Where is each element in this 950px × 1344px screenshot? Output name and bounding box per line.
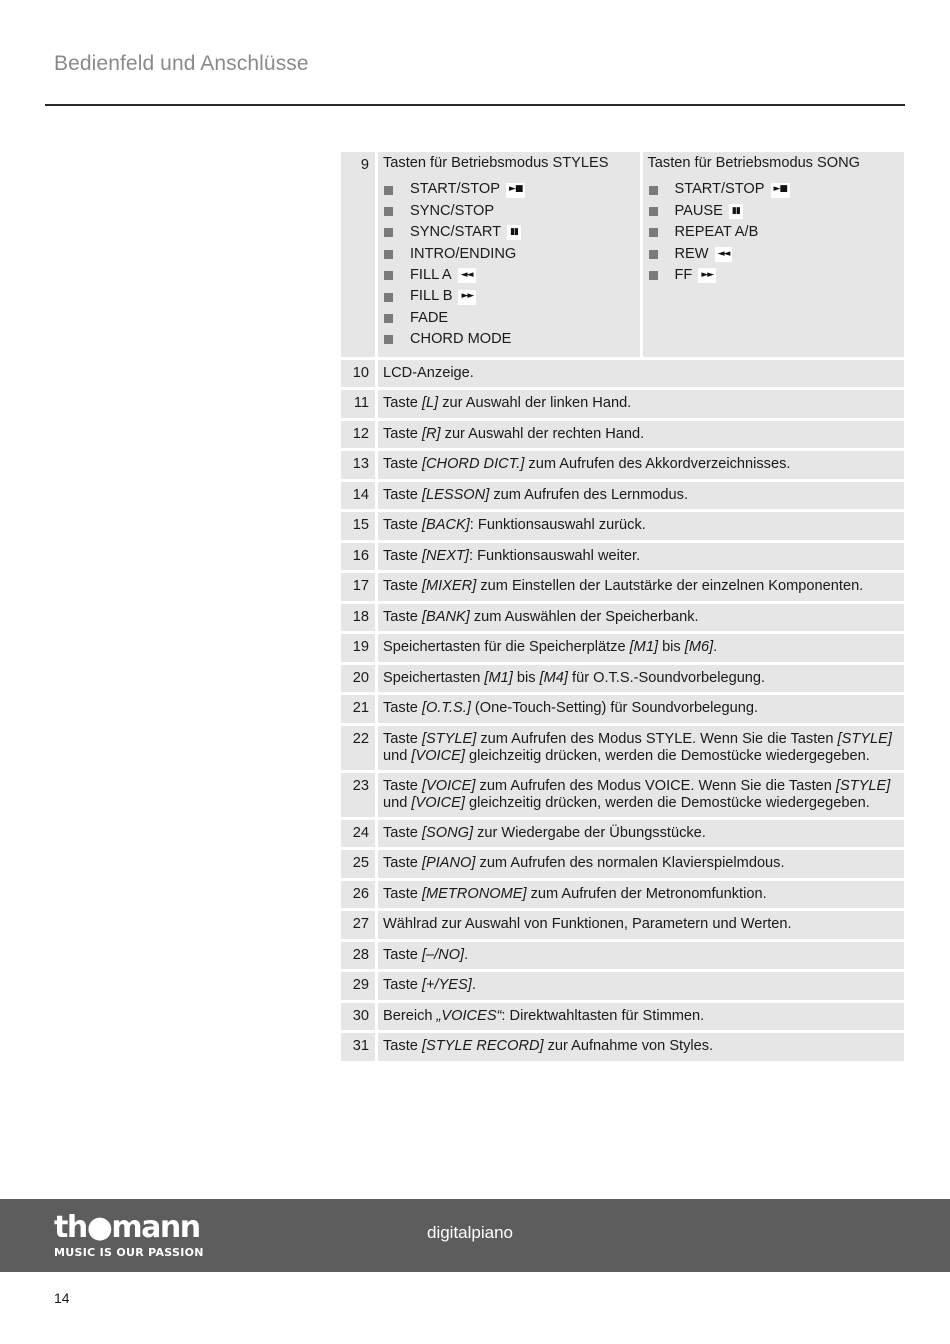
row-description <box>378 665 904 693</box>
table-row <box>341 1003 904 1031</box>
button-symbol-icon: ►■ <box>771 183 790 198</box>
button-name: [METRONOME] <box>421 885 527 902</box>
row-number: 11 <box>341 390 375 418</box>
row-description <box>378 1033 904 1061</box>
table-row <box>341 942 904 970</box>
row-number: 18 <box>341 604 375 632</box>
table-row <box>341 972 904 1000</box>
bullet-icon <box>384 271 393 280</box>
table-body <box>341 360 904 1061</box>
styles-heading: Tasten für Betriebsmodus STYLES <box>383 155 609 171</box>
item-label: FADE <box>410 309 449 326</box>
list-item <box>383 244 635 265</box>
row-description <box>378 850 904 878</box>
description-text: zum Aufrufen des Modus VOICE. Wenn Sie die Tasten <box>475 777 836 794</box>
row-description <box>378 451 904 479</box>
button-symbol-icon: ►► <box>458 290 476 305</box>
row-number: 17 <box>341 573 375 601</box>
description-text: für O.T.S.-Soundvorbelegung. <box>567 669 766 686</box>
description-text: Taste <box>383 977 422 994</box>
song-list <box>648 180 900 287</box>
button-name: [VOICE] <box>411 795 465 812</box>
description-text: Taste <box>383 946 422 963</box>
item-label: INTRO/ENDING <box>410 245 517 262</box>
row-description <box>378 942 904 970</box>
button-name: [SONG] <box>421 824 474 841</box>
table-row <box>341 482 904 510</box>
description-text: und <box>383 748 412 765</box>
page-number: 14 <box>54 1290 70 1306</box>
button-name: [+/YES] <box>421 977 472 994</box>
table-row <box>341 421 904 449</box>
song-column <box>643 152 905 357</box>
table-row <box>341 850 904 878</box>
description-text: Speichertasten für die Speicherplätze <box>383 639 630 656</box>
button-name: [PIANO] <box>421 855 476 872</box>
table-row <box>341 911 904 939</box>
button-name: [STYLE] <box>837 730 892 747</box>
item-label: CHORD MODE <box>410 331 512 348</box>
button-name: [M4] <box>539 669 568 686</box>
description-text: Taste <box>383 395 422 412</box>
row-description <box>378 1003 904 1031</box>
row-description <box>378 482 904 510</box>
row-number: 15 <box>341 512 375 540</box>
list-item <box>383 222 635 243</box>
description-text: Taste <box>383 486 422 503</box>
item-label: REPEAT A/B <box>674 224 759 241</box>
description-text: Taste <box>383 517 422 534</box>
button-name: „VOICES“ <box>436 1007 502 1024</box>
row-number: 19 <box>341 634 375 662</box>
row-description <box>378 881 904 909</box>
styles-list <box>383 180 635 351</box>
row-number: 16 <box>341 543 375 571</box>
button-name: [L] <box>421 395 439 412</box>
bullet-icon <box>384 250 393 259</box>
list-item <box>383 180 635 201</box>
description-text: bis <box>512 669 540 686</box>
row-description <box>378 911 904 939</box>
button-name: [–/NO] <box>421 946 465 963</box>
description-text: Taste <box>383 700 422 717</box>
row-description <box>378 634 904 662</box>
row-number: 9 <box>341 152 375 357</box>
song-heading: Tasten für Betriebsmodus SONG <box>647 155 861 171</box>
table-row <box>341 773 904 817</box>
description-text: zum Auswählen der Speicherbank. <box>469 608 699 625</box>
list-item <box>383 308 635 329</box>
button-symbol-icon: ►■ <box>506 183 525 198</box>
description-text: Taste <box>383 777 422 794</box>
description-text: . <box>471 977 476 994</box>
description-text: Taste <box>383 578 422 595</box>
button-name: [M1] <box>629 639 659 656</box>
item-label: REW <box>674 245 709 262</box>
row-description <box>378 972 904 1000</box>
description-text: (One-Touch-Setting) für Soundvorbelegung. <box>470 700 759 717</box>
row-description <box>378 421 904 449</box>
row-number: 22 <box>341 726 375 770</box>
button-name: [STYLE] <box>835 777 891 794</box>
button-symbol-icon: ◄◄ <box>458 268 476 283</box>
row-number: 30 <box>341 1003 375 1031</box>
description-text: Taste <box>383 1038 422 1055</box>
item-label: PAUSE <box>674 202 723 219</box>
description-text: bis <box>658 639 685 656</box>
table-row <box>341 695 904 723</box>
item-label: START/STOP <box>674 181 765 198</box>
button-name: [MIXER] <box>421 578 477 595</box>
row-description <box>378 152 904 357</box>
button-name: [BACK] <box>421 517 470 534</box>
row-description <box>378 390 904 418</box>
row-number: 13 <box>341 451 375 479</box>
description-text: Speichertasten <box>383 669 485 686</box>
styles-column <box>378 152 640 357</box>
list-item <box>648 201 900 222</box>
row-description <box>378 773 904 817</box>
description-text: Taste <box>383 456 422 473</box>
description-text: zum Aufrufen des Lernmodus. <box>489 486 689 503</box>
table-row <box>341 573 904 601</box>
row-description <box>378 543 904 571</box>
description-text: Taste <box>383 855 422 872</box>
list-item <box>383 329 635 350</box>
list-item <box>648 180 900 201</box>
item-label: SYNC/START <box>410 224 502 241</box>
description-text: : Funktionsauswahl weiter. <box>468 547 641 564</box>
row-number: 21 <box>341 695 375 723</box>
button-name: [STYLE] <box>421 730 477 747</box>
description-text: Taste <box>383 824 422 841</box>
description-text: zur Wiedergabe der Übungsstücke. <box>473 824 706 841</box>
description-text: Taste <box>383 425 422 442</box>
bullet-icon <box>384 293 393 302</box>
controls-table <box>341 152 904 1064</box>
footer-bar <box>0 1199 950 1272</box>
button-name: [VOICE] <box>411 748 465 765</box>
button-name: [STYLE RECORD] <box>421 1038 544 1055</box>
table-row <box>341 360 904 388</box>
row-number: 28 <box>341 942 375 970</box>
table-row <box>341 604 904 632</box>
logo-tagline: MUSIC IS OUR PASSION <box>54 1246 204 1259</box>
row-description <box>378 604 904 632</box>
row-number: 27 <box>341 911 375 939</box>
bullet-icon <box>384 335 393 344</box>
description-text: und <box>383 795 412 812</box>
table-row <box>341 820 904 848</box>
description-text: zum Aufrufen des normalen Klavierspielmdous. <box>475 855 785 872</box>
table-row <box>341 543 904 571</box>
table-row <box>341 1033 904 1061</box>
button-name: [CHORD DICT.] <box>421 456 525 473</box>
row-description <box>378 512 904 540</box>
button-name: [O.T.S.] <box>421 700 471 717</box>
item-label: FILL A <box>410 267 452 283</box>
description-text: Wählrad zur Auswahl von Funktionen, Parametern und Werten. <box>383 916 792 933</box>
item-label: START/STOP <box>410 181 501 198</box>
button-symbol-icon: ◄◄ <box>715 247 733 262</box>
page-title: Bedienfeld und Anschlüsse <box>54 52 309 75</box>
header-divider <box>45 104 905 106</box>
row-number: 12 <box>341 421 375 449</box>
list-item <box>383 201 635 222</box>
table-row <box>341 451 904 479</box>
table-row <box>341 665 904 693</box>
button-symbol-icon: ▮▮ <box>507 225 521 240</box>
description-text: Bereich <box>383 1007 437 1024</box>
bullet-icon <box>649 228 658 237</box>
button-name: [LESSON] <box>421 486 490 503</box>
row-number: 26 <box>341 881 375 909</box>
row-description <box>378 726 904 770</box>
bullet-icon <box>384 228 393 237</box>
row-number: 25 <box>341 850 375 878</box>
description-text: zur Auswahl der rechten Hand. <box>440 425 645 442</box>
row-number: 10 <box>341 360 375 388</box>
row-description <box>378 360 904 388</box>
bullet-icon <box>649 207 658 216</box>
item-label: SYNC/STOP <box>410 202 495 219</box>
button-symbol-icon: ▮▮ <box>729 204 743 219</box>
table-row <box>341 152 904 357</box>
bullet-icon <box>384 314 393 323</box>
item-label: FF <box>674 267 693 283</box>
description-text: Taste <box>383 608 422 625</box>
description-text: zum Aufrufen des Akkordverzeichnisses. <box>524 456 791 473</box>
button-name: [M1] <box>484 669 513 686</box>
list-item <box>648 265 900 286</box>
row-description <box>378 573 904 601</box>
description-text: gleichzeitig drücken, werden die Demostücke wiedergegeben. <box>464 748 870 765</box>
row-number: 31 <box>341 1033 375 1061</box>
description-text: Taste <box>383 885 422 902</box>
button-name: [VOICE] <box>421 777 476 794</box>
description-text: : Funktionsauswahl zurück. <box>469 517 646 534</box>
row-description <box>378 820 904 848</box>
bullet-icon <box>384 186 393 195</box>
row-number: 20 <box>341 665 375 693</box>
bullet-icon <box>649 250 658 259</box>
description-text: Taste <box>383 547 422 564</box>
bullet-icon <box>649 186 658 195</box>
bullet-icon <box>649 271 658 280</box>
description-text: Taste <box>383 730 422 747</box>
table-row <box>341 881 904 909</box>
row-number: 23 <box>341 773 375 817</box>
button-name: [M6] <box>684 639 714 656</box>
description-text: zum Aufrufen des Modus STYLE. Wenn Sie die Tasten <box>476 730 838 747</box>
item-label: FILL B <box>410 288 453 305</box>
button-name: [BANK] <box>421 608 470 625</box>
description-text: : Direktwahltasten für Stimmen. <box>501 1007 705 1024</box>
row-description <box>378 695 904 723</box>
list-item <box>383 286 635 307</box>
product-name: digitalpiano <box>427 1223 514 1242</box>
row-number: 14 <box>341 482 375 510</box>
table-row <box>341 390 904 418</box>
description-text: zum Aufrufen der Metronomfunktion. <box>526 885 767 902</box>
list-item <box>648 244 900 265</box>
list-item <box>383 265 635 286</box>
row-number: 24 <box>341 820 375 848</box>
description-text: LCD-Anzeige. <box>383 364 474 381</box>
button-name: [NEXT] <box>421 547 469 564</box>
description-text: zur Auswahl der linken Hand. <box>438 395 632 412</box>
table-row <box>341 512 904 540</box>
description-text: zum Einstellen der Lautstärke der einzelnen Komponenten. <box>476 578 864 595</box>
list-item <box>648 222 900 243</box>
description-text: . <box>464 946 469 963</box>
thomann-logo: th●mann <box>54 1210 200 1245</box>
bullet-icon <box>384 207 393 216</box>
table-row <box>341 726 904 770</box>
table-row <box>341 634 904 662</box>
description-text: zur Aufnahme von Styles. <box>543 1038 714 1055</box>
description-text: . <box>713 639 718 656</box>
button-symbol-icon: ►► <box>698 268 716 283</box>
row-number: 29 <box>341 972 375 1000</box>
description-text: gleichzeitig drücken, werden die Demostücke wiedergegeben. <box>464 795 870 812</box>
button-name: [R] <box>421 425 441 442</box>
